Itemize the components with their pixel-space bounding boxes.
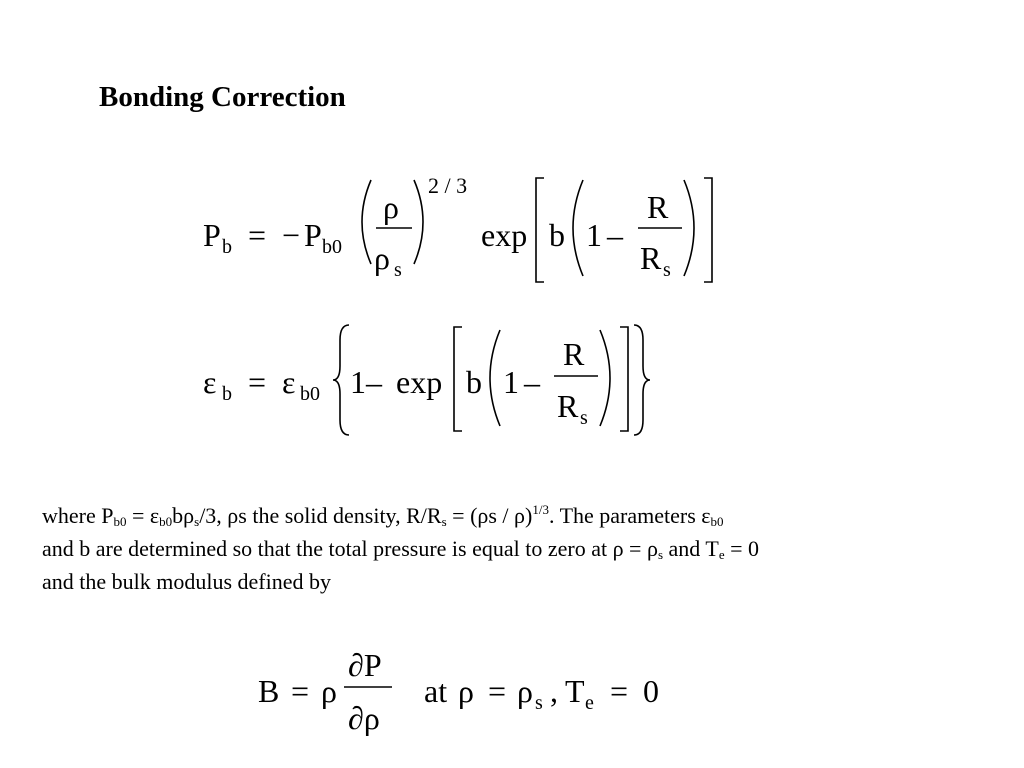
eq2-r-den-sub: s [580, 407, 588, 429]
eq3-rho2: ρ [458, 673, 474, 709]
eq1-frac-num: ρ [383, 189, 399, 225]
eq3-equals: = [291, 673, 310, 709]
eq1-lhs: P [203, 217, 221, 253]
eq2-one: 1 [503, 364, 519, 400]
eq2-coef-sub: b0 [300, 383, 320, 405]
eq1-exponent: 2 / 3 [428, 173, 468, 198]
eq3-frac-den: ∂ρ [348, 700, 380, 736]
eq1-b: b [549, 217, 565, 253]
eq2-equals: = [248, 364, 267, 400]
eq3-equals2: = [488, 673, 507, 709]
eq1-coef-sub: b0 [322, 236, 342, 258]
eq2-exp: exp [396, 364, 443, 400]
eq3-rho-s: ρ [517, 673, 533, 709]
eq1-frac-den-sub: s [394, 259, 402, 281]
eq3-rho-s-sub: s [535, 692, 543, 714]
eq2-r-den: R [557, 388, 579, 424]
eq3-t-sub: e [585, 692, 594, 714]
eq2-r-num: R [563, 336, 585, 372]
eq1-coef: P [304, 217, 322, 253]
eq2-b: b [466, 364, 482, 400]
eq3-zero: 0 [643, 673, 659, 709]
eq3-at: at [424, 673, 448, 709]
eq3-equals3: = [610, 673, 629, 709]
eq1-minus: − [282, 217, 301, 253]
eq2-lhs: ε [203, 364, 217, 400]
eq1-exp: exp [481, 217, 528, 253]
eq1-r-num: R [647, 189, 669, 225]
eq1-one: 1 [586, 217, 602, 253]
eq2-lhs-sub: b [222, 383, 232, 405]
eq1-frac-den: ρ [374, 240, 390, 276]
eq1-minus2: – [607, 217, 623, 253]
eq1-r-den-sub: s [663, 259, 671, 281]
eq2-coef: ε [282, 364, 296, 400]
eq1-equals: = [248, 217, 267, 253]
eq2-minus2: – [524, 364, 540, 400]
explanation-paragraph: where $P_{b0} = \varepsilon_{b0}b\rho_s/3$, ρs the solid density, $R/R_s = (\rho s / \rho)^{1/3}$. The parameters $\varepsilon_{b0}$ and b are determined so that the total pressure is equal to zero at $\rho = \rho_s$ and $T_e = 0$ and the bulk modulus defined by [42, 502, 760, 594]
eq3-comma: , [550, 673, 558, 709]
slide-title: Bonding Correction [99, 81, 346, 113]
eq1-r-den: R [640, 240, 662, 276]
eq1-lhs-sub: b [222, 236, 232, 258]
eq3-rho: ρ [321, 673, 337, 709]
eq3-lhs: B [258, 673, 280, 709]
eq3-t: T [565, 673, 585, 709]
eq2-one-minus: 1– [350, 364, 382, 400]
eq3-frac-num: ∂P [348, 647, 382, 683]
